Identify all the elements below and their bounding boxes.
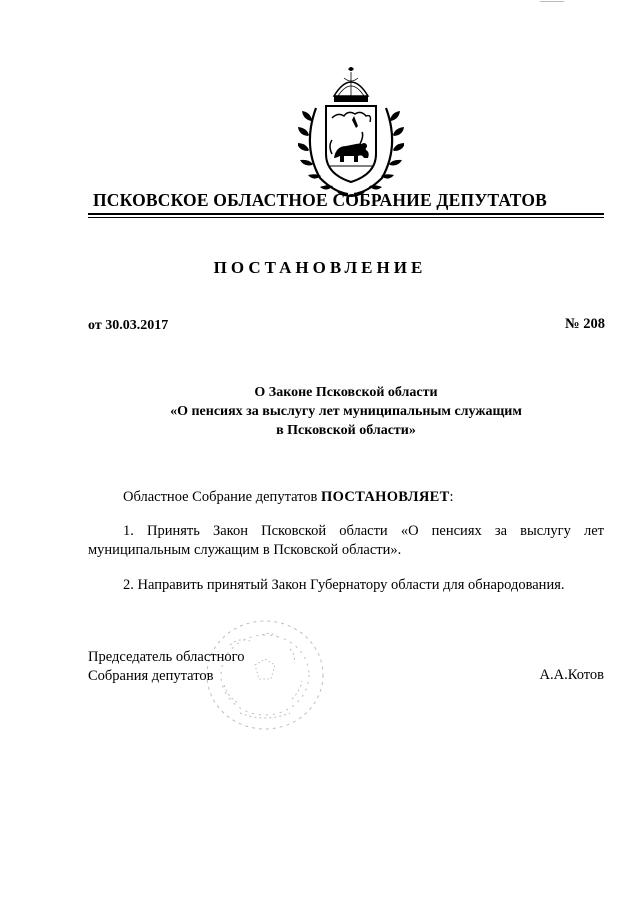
signatory-name: А.А.Котов: [539, 667, 604, 683]
resolution-item-2: 2. Направить принятый Закон Губернатору области для обнародования.: [123, 577, 565, 593]
resolves-keyword: ПОСТАНОВЛЯЕТ: [321, 489, 450, 505]
header-divider-thin: [88, 217, 604, 218]
header-divider-thick: [88, 213, 604, 215]
document-subject: [88, 383, 604, 440]
subject-line: «О пенсиях за выслугу лет муниципальным служащим: [170, 404, 522, 419]
document-date: от 30.03.2017: [88, 318, 169, 333]
subject-line: в Псковской области»: [276, 423, 416, 438]
intro-text: Областное Собрание депутатов: [123, 489, 322, 505]
subject-line: О Законе Псковской области: [254, 385, 438, 400]
document-number: № 208: [565, 316, 605, 332]
item-1-text: 1. Принять Закон Псковской области «О пенсиях за выслугу лет муниципальным служащим в Псковской области».: [88, 523, 604, 558]
scan-mark: [540, 0, 564, 3]
intro-colon: :: [449, 489, 454, 505]
resolution-intro: [123, 488, 454, 507]
document-type: ПОСТАНОВЛЕНИЕ: [213, 258, 427, 277]
pskov-coat-of-arms-icon: [298, 66, 404, 202]
signatory-title-line: Председатель областного: [88, 649, 245, 665]
resolution-item-1: [88, 522, 604, 560]
organization-name: ПСКОВСКОЕ ОБЛАСТНОЕ СОБРАНИЕ ДЕПУТАТОВ: [92, 190, 548, 210]
signatory-title-line: Собрания депутатов: [88, 668, 214, 684]
signatory-title: [88, 648, 244, 686]
